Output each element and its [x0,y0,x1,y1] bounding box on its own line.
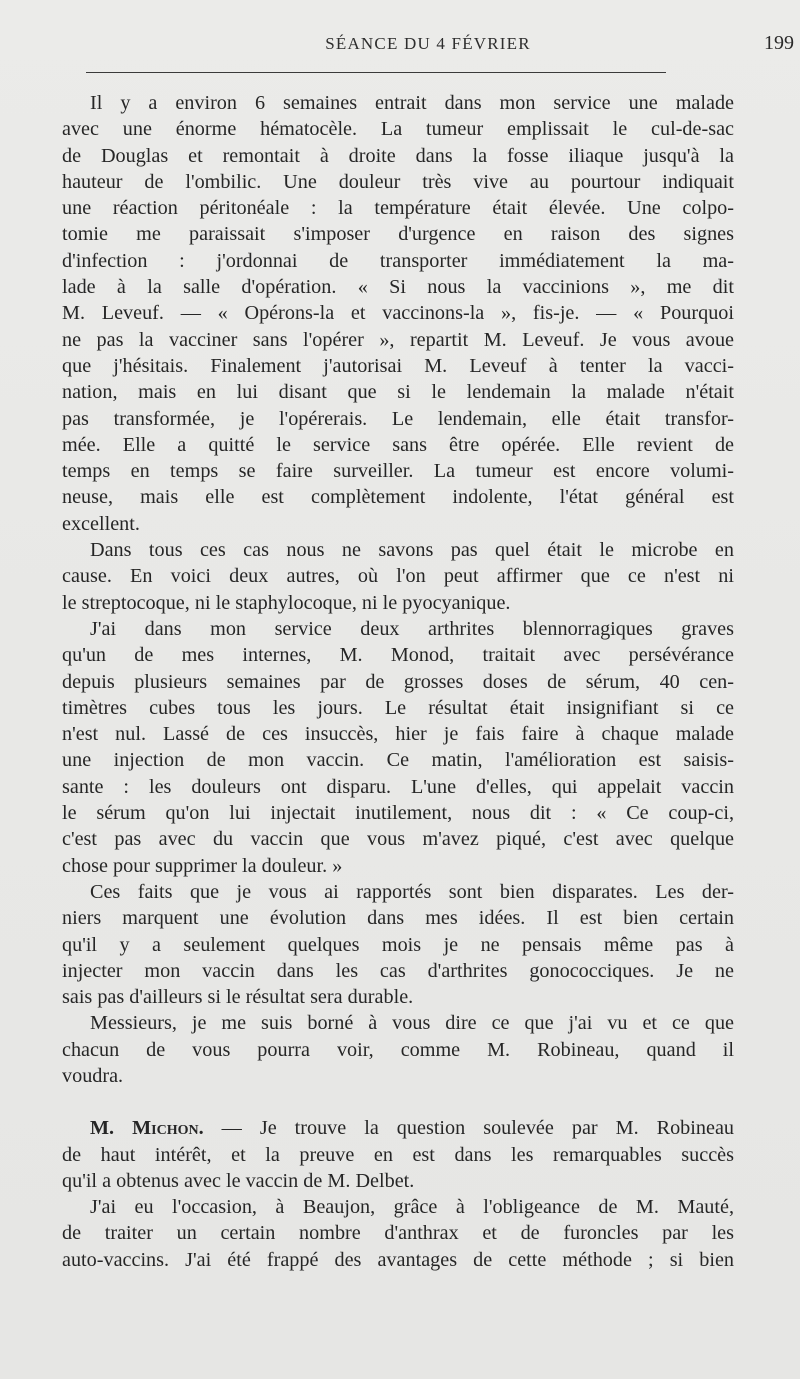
text-line: qu'il a obtenus avec le vaccin de M. Delbet. [62,1169,415,1192]
body-text [62,90,734,1273]
text-line: qu'il y a seulement quelques mois je ne pensais même pas à [62,933,734,956]
page-number: 199 [764,32,794,54]
text-line: mée. Elle a quitté le service sans être opérée. Elle revient de [62,433,734,456]
text-line: J'ai eu l'occasion, à Beaujon, grâce à l'obligeance de M. Mauté, [90,1196,734,1219]
text-line: nation, mais en lui disant que si le lendemain la malade n'était [62,381,734,404]
running-title: SÉANCE DU 4 FÉVRIER [325,34,531,53]
text-line: Dans tous ces cas nous ne savons pas quel était le microbe en [90,539,734,562]
text-line: Ces faits que je vous ai rapportés sont bien disparates. Les der- [90,880,734,903]
text-line: excellent. [62,512,140,535]
text-line: ne pas la vacciner sans l'opérer », repartit M. Leveuf. Je vous avoue [62,328,734,351]
text-line: J'ai dans mon service deux arthrites blennorragiques graves [90,617,734,640]
text-line: hauteur de l'ombilic. Une douleur très vive au pourtour indiquait [62,170,734,193]
text-line: injecter mon vaccin dans les cas d'arthrites gonococciques. Je ne [62,959,734,982]
text-line: temps en temps se faire surveiller. La tumeur est encore volumi- [62,460,734,483]
text-line: une injection de mon vaccin. Ce matin, l'amélioration est saisis- [62,749,734,772]
speaker-name: M. Michon. [90,1117,204,1140]
text-line: chacun de vous pourra voir, comme M. Robineau, quand il [62,1038,734,1061]
text-line: niers marquent une évolution dans mes idées. Il est bien certain [62,907,734,930]
text-line: une réaction péritonéale : la température était élevée. Une colpo- [62,197,734,220]
text-line: qu'un de mes internes, M. Monod, traitait avec persévérance [62,644,734,667]
text-line: Messieurs, je me suis borné à vous dire ce que j'ai vu et ce que [90,1012,734,1035]
speaker-line [62,1115,734,1141]
text-line: tomie me paraissait s'imposer d'urgence en raison des signes [62,223,734,246]
text-line: de haut intérêt, et la preuve en est dans les remarquables succès [62,1143,734,1166]
text-line: M. Leveuf. — « Opérons-la et vaccinons-la », fis-je. — « Pourquoi [62,302,734,325]
text-line: depuis plusieurs semaines par de grosses doses de sérum, 40 cen- [62,670,734,693]
text-line: lade à la salle d'opération. « Si nous la vaccinions », me dit [62,276,734,299]
text-line: d'infection : j'ordonnai de transporter immédiatement la ma- [62,249,734,272]
speaker-line-rest: — Je trouve la question soulevée par M. Robineau [203,1117,734,1140]
text-line: le streptocoque, ni le staphylocoque, ni le pyocyanique. [62,591,511,614]
text-line: sais pas d'ailleurs si le résultat sera durable. [62,986,414,1009]
text-line: n'est nul. Lassé de ces insuccès, hier je fais faire à chaque malade [62,723,734,746]
text-line: auto-vaccins. J'ai été frappé des avantages de cette méthode ; si bien [62,1248,734,1271]
header-rule [86,72,666,73]
section-gap [62,1089,734,1115]
text-line: cause. En voici deux autres, où l'on peut affirmer que ce n'est ni [62,565,734,588]
text-line: avec une énorme hématocèle. La tumeur emplissait le cul-de-sac [62,118,734,141]
text-line: que j'hésitais. Finalement j'autorisai M. Leveuf à tenter la vacci- [62,354,734,377]
text-line: le sérum qu'on lui injectait inutilement, nous dit : « Ce coup-ci, [62,802,734,825]
text-line: voudra. [62,1064,124,1087]
text-line: de Douglas et remontait à droite dans la fosse iliaque jusqu'à la [62,144,734,167]
text-line: neuse, mais elle est complètement indolente, l'état général est [62,486,734,509]
text-line: sante : les douleurs ont disparu. L'une d'elles, qui appelait vaccin [62,775,734,798]
text-line: pas transformée, je l'opérerais. Le lendemain, elle était transfor- [62,407,734,430]
text-line: Il y a environ 6 semaines entrait dans mon service une malade [90,92,734,114]
text-line: timètres cubes tous les jours. Le résultat était insignifiant si ce [62,696,734,719]
running-head [62,30,794,62]
text-line: chose pour supprimer la douleur. » [62,854,343,877]
first-section [62,90,734,1089]
text-line: c'est pas avec du vaccin que vous m'avez piqué, c'est avec quelque [62,828,734,851]
second-section [62,1115,734,1273]
text-line: de traiter un certain nombre d'anthrax et de furoncles par les [62,1222,734,1245]
